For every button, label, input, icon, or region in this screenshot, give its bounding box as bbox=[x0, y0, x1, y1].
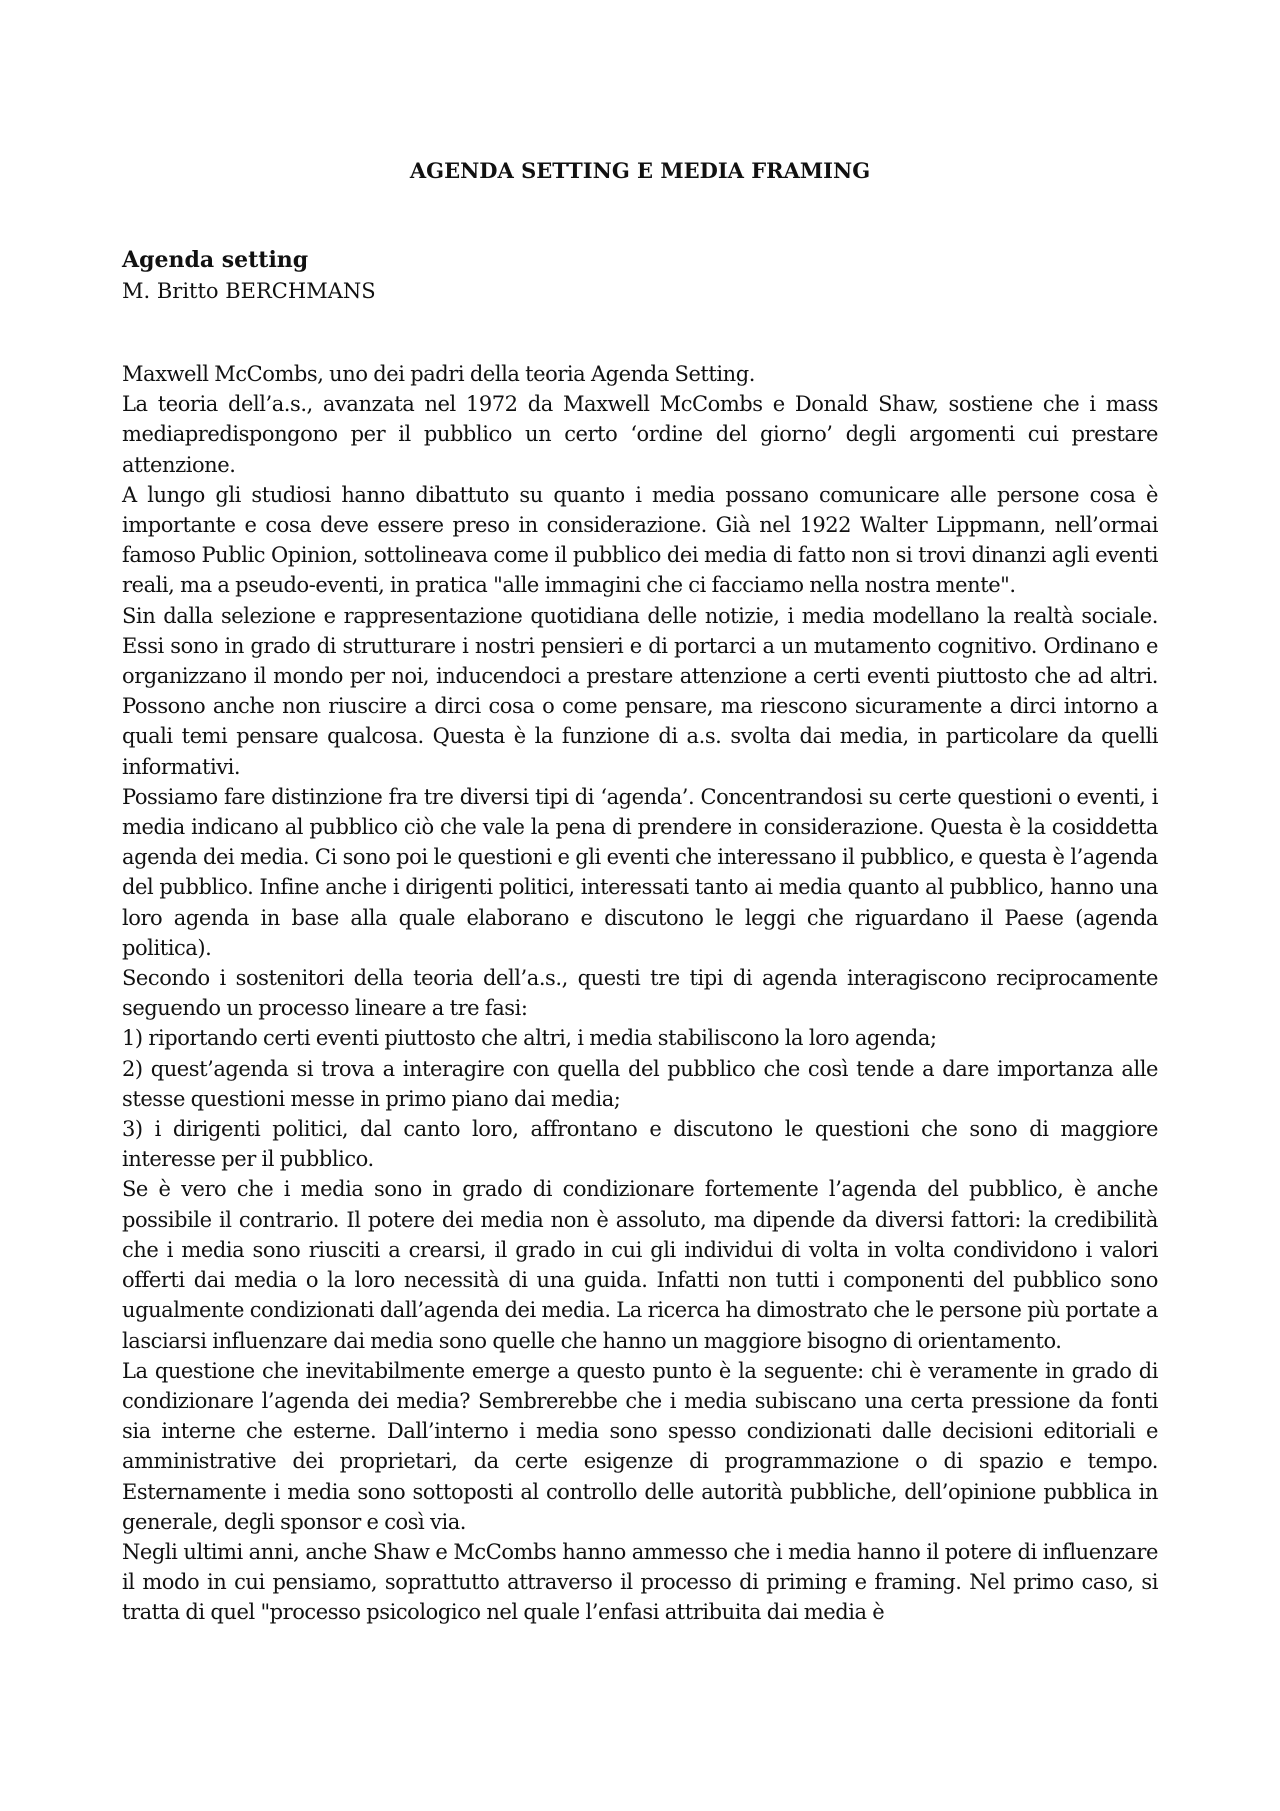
paragraph: Possiamo fare distinzione fra tre diversi tipi di ‘agenda’. Concentrandosi su certe questioni o eventi, i media indicano al pubblico ciò che vale la pena di prendere in considerazione. Questa è la cosiddetta agenda dei media. Ci sono poi le questioni e gli eventi che interessano il pubblico, e questa è l’agenda del pubblico. Infine anche i dirigenti politici, interessati tanto ai media quanto al pubblico, hanno una loro agenda in base alla quale elaborano e discutono le leggi che riguardano il Paese (agenda politica). bbox=[122, 784, 1158, 960]
body-text bbox=[122, 359, 1158, 1628]
section-heading: Agenda setting bbox=[122, 247, 309, 273]
document-title: AGENDA SETTING E MEDIA FRAMING bbox=[409, 158, 871, 183]
paragraph: Negli ultimi anni, anche Shaw e McCombs hanno ammesso che i media hanno il potere di influenzare il modo in cui pensiamo, soprattutto attraverso il processo di priming e framing. Nel primo caso, si tratta di quel "processo psicologico nel quale l’enfasi attribuita dai media è bbox=[122, 1539, 1158, 1625]
paragraph: Sin dalla selezione e rappresentazione quotidiana delle notizie, i media modellano la realtà sociale. Essi sono in grado di strutturare i nostri pensieri e di portarci a un mutamento cognitivo. Ordinano e organizzano il mondo per noi, inducendoci a prestare attenzione a certi eventi piuttosto che ad altri. Possono anche non riuscire a dirci cosa o come pensare, ma riescono sicuramente a dirci intorno a quali temi pensare qualcosa. Questa è la funzione di a.s. svolta dai media, in particolare da quelli informativi. bbox=[122, 603, 1158, 779]
paragraph: La teoria dell’a.s., avanzata nel 1972 da Maxwell McCombs e Donald Shaw, sostiene che i mass mediapredispongono per il pubblico un certo ‘ordine del giorno’ degli argomenti cui prestare attenzione. bbox=[122, 392, 1158, 477]
list-item: 2) quest’agenda si trova a interagire con quella del pubblico che così tende a dare importanza alle stesse questioni messe in primo piano dai media; bbox=[122, 1056, 1158, 1111]
document-page bbox=[122, 0, 1158, 1811]
list-item: 3) i dirigenti politici, dal canto loro, affrontano e discutono le questioni che sono di maggiore interesse per il pubblico. bbox=[122, 1117, 1158, 1172]
paragraph: A lungo gli studiosi hanno dibattuto su quanto i media possano comunicare alle persone cosa è importante e cosa deve essere preso in considerazione. Già nel 1922 Walter Lippmann, nell’ormai famoso Public Opinion, sottolineava come il pubblico dei media di fatto non si trovi dinanzi agli eventi reali, ma a pseudo-eventi, in pratica "alle immagini che ci facciamo nella nostra mente". bbox=[122, 482, 1158, 598]
paragraph: La questione che inevitabilmente emerge a questo punto è la seguente: chi è veramente in grado di condizionare l’agenda dei media? Sembrerebbe che i media subiscano una certa pressione da fonti sia interne che esterne. Dall’interno i media sono spesso condizionati dalle decisioni editoriali e amministrative dei proprietari, da certe esigenze di programmazione o di spazio e tempo. Esternamente i media sono sottoposti al controllo delle autorità pubbliche, dell’opinione pubblica in generale, degli sponsor e così via. bbox=[122, 1358, 1158, 1534]
author-name: M. Britto BERCHMANS bbox=[122, 279, 376, 303]
paragraph: Se è vero che i media sono in grado di condizionare fortemente l’agenda del pubblico, è anche possibile il contrario. Il potere dei media non è assoluto, ma dipende da diversi fattori: la credibilità che i media sono riusciti a crearsi, il grado in cui gli individui di volta in volta condividono i valori offerti dai media o la loro necessità di una guida. Infatti non tutti i componenti del pubblico sono ugualmente condizionati dall’agenda dei media. La ricerca ha dimostrato che le persone più portate a lasciarsi influenzare dai media sono quelle che hanno un maggiore bisogno di orientamento. bbox=[122, 1177, 1158, 1353]
paragraph-intro: Maxwell McCombs, uno dei padri della teoria Agenda Setting. bbox=[122, 362, 755, 386]
paragraph: Secondo i sostenitori della teoria dell’a.s., questi tre tipi di agenda interagiscono reciprocamente seguendo un processo lineare a tre fasi: bbox=[122, 966, 1158, 1021]
list-item: 1) riportando certi eventi piuttosto che altri, i media stabiliscono la loro agenda; bbox=[122, 1026, 937, 1051]
